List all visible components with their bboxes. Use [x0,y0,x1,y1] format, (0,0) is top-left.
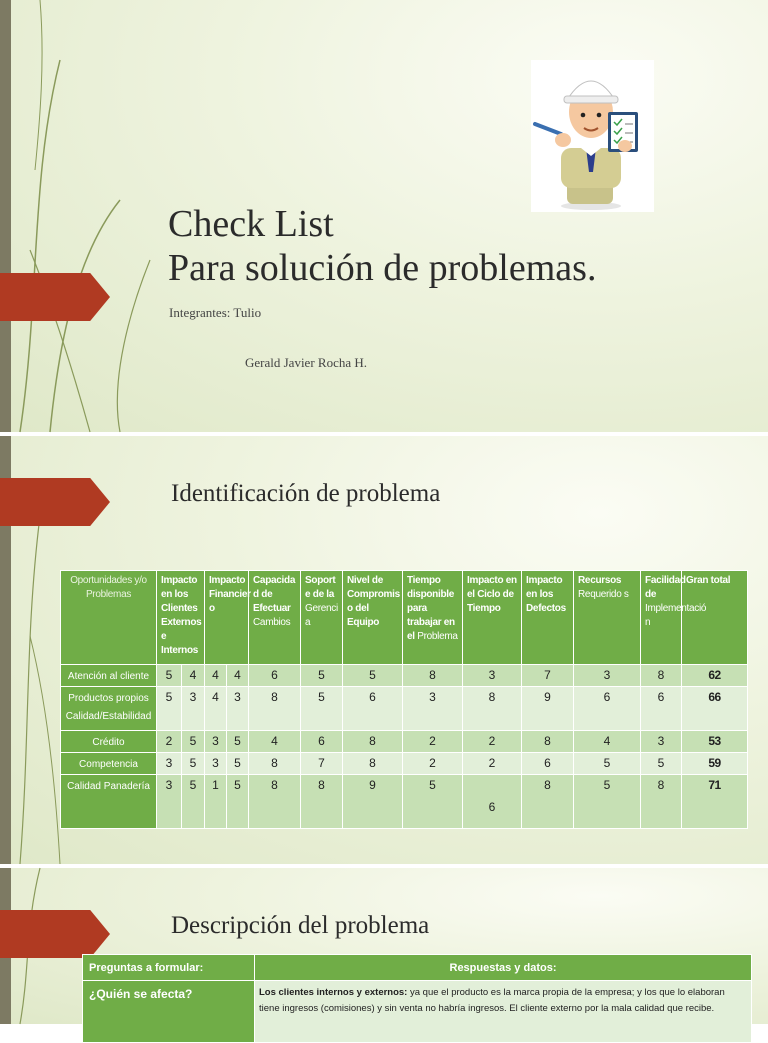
problem-description-table [82,954,752,1043]
table-cell: 7 [522,665,574,687]
title-line-2: Para solución de problemas. [168,247,597,289]
table-cell: 6 [463,775,522,829]
column-header: Nivel de Compromis o del Equipo [343,571,403,665]
table-header-row [61,571,748,665]
table-cell: 2 [463,753,522,775]
column-header: Recursos Requerido s [574,571,641,665]
column-header: Impacto en los Clientes Externos e Internos [157,571,205,665]
table-row [61,753,748,775]
table-cell: 8 [641,775,682,829]
member-name: Gerald Javier Rocha H. [245,355,368,370]
table-cell: 6 [301,731,343,753]
table-cell: 8 [249,687,301,731]
table-cell: 5 [641,753,682,775]
table-cell: 9 [522,687,574,731]
table-cell: 6 [249,665,301,687]
table-cell: 5 [301,687,343,731]
table-cell: 5 [157,687,182,731]
table-cell: 8 [403,665,463,687]
table-cell: 5 [227,753,249,775]
table-row [83,981,752,1043]
table-cell: 6 [574,687,641,731]
table-cell: 2 [403,731,463,753]
accent-arrow [0,273,110,321]
table-cell: 3 [205,731,227,753]
accent-arrow [0,910,110,958]
column-header: Impacto en los Defectos [522,571,574,665]
table-cell: 2 [157,731,182,753]
table-cell: 3 [463,665,522,687]
row-label [61,687,157,731]
table-cell: 4 [249,731,301,753]
table-row [61,775,748,829]
question-cell: ¿Quién se afecta? [83,981,255,1043]
row-label [61,775,157,829]
table-header-row [83,955,752,981]
row-label [61,665,157,687]
table-cell: 4 [227,665,249,687]
row-label [61,753,157,775]
table-cell: 3 [227,687,249,731]
table-cell: 8 [522,775,574,829]
answer-emphasis: Los clientes internos y externos: [259,987,408,998]
row-label-text: Calidad Panadería [67,781,150,792]
column-header: Impacto Financier o [205,571,249,665]
table-cell: 5 [574,775,641,829]
table-cell: 5 [403,775,463,829]
table-row [61,687,748,731]
grand-total-cell: 66 [682,687,748,731]
table-cell: 3 [182,687,205,731]
table-cell: 5 [343,665,403,687]
row-label-text: Productos propios [68,693,149,704]
row-label-subtext: Calidad/Estabilidad [65,711,152,722]
table-cell: 5 [182,775,205,829]
column-header: Oportunidades y/o Problemas [61,571,157,665]
problem-matrix-table [60,570,748,829]
table-cell: 8 [641,665,682,687]
accent-arrow [0,478,110,526]
column-header: Respuestas y datos: [255,955,752,981]
table-cell: 5 [157,665,182,687]
column-header: Tiempo disponible para trabajar en el Problema [403,571,463,665]
slide-edge-bar [0,0,11,432]
table-cell: 6 [343,687,403,731]
section-heading: Identificación de problema [171,480,441,507]
grand-total-cell: 59 [682,753,748,775]
slide-identification [0,436,768,864]
section-heading: Descripción del problema [171,912,430,939]
members-label: Integrantes: Tulio [169,305,262,320]
title-line-1: Check List [168,203,334,245]
table-cell: 4 [182,665,205,687]
table-cell: 4 [574,731,641,753]
column-header: Preguntas a formular: [83,955,255,981]
table-cell: 4 [205,687,227,731]
answer-cell [255,981,752,1043]
table-cell: 2 [463,731,522,753]
table-cell: 3 [574,665,641,687]
table-cell: 2 [403,753,463,775]
engineer-illustration [531,60,654,212]
table-cell: 5 [227,731,249,753]
table-cell: 3 [157,775,182,829]
row-label-text: Crédito [92,737,125,748]
table-cell: 5 [227,775,249,829]
table-cell: 1 [205,775,227,829]
grand-total-cell: 71 [682,775,748,829]
column-header: Impacto en el Ciclo de Tiempo [463,571,522,665]
table-cell: 5 [574,753,641,775]
table-row [61,731,748,753]
table-cell: 3 [157,753,182,775]
table-cell: 5 [301,665,343,687]
table-cell: 8 [343,753,403,775]
table-cell: 3 [641,731,682,753]
page-title [168,202,596,290]
table-cell: 5 [182,753,205,775]
table-cell: 8 [249,775,301,829]
table-cell: 7 [301,753,343,775]
table-cell: 8 [343,731,403,753]
row-label [61,731,157,753]
column-header: Soport e de la Gerenci a [301,571,343,665]
table-cell: 8 [249,753,301,775]
table-cell: 5 [182,731,205,753]
table-cell: 3 [403,687,463,731]
slide-title [0,0,768,432]
row-label-text: Competencia [79,759,138,770]
table-cell: 8 [301,775,343,829]
slide-description [0,868,768,1024]
table-cell: 8 [463,687,522,731]
table-cell: 3 [205,753,227,775]
answer-text: ya que el producto es la marca propia de la empresa; y los que lo elaboran tiene ingresos (comisiones) y sin venta no habría ingresos. El cliente externo por la mala calidad que recibe. [259,987,725,1014]
table-cell: 6 [522,753,574,775]
table-cell: 6 [641,687,682,731]
column-header: Capacida d de Efectuar Cambios [249,571,301,665]
column-header: Facilidad de Implementació n [641,571,682,665]
grand-total-cell: 62 [682,665,748,687]
column-header: Gran total [682,571,748,665]
row-label-text: Atención al cliente [67,671,150,682]
table-cell: 9 [343,775,403,829]
table-cell: 4 [205,665,227,687]
table-cell: 8 [522,731,574,753]
grand-total-cell: 53 [682,731,748,753]
table-row [61,665,748,687]
